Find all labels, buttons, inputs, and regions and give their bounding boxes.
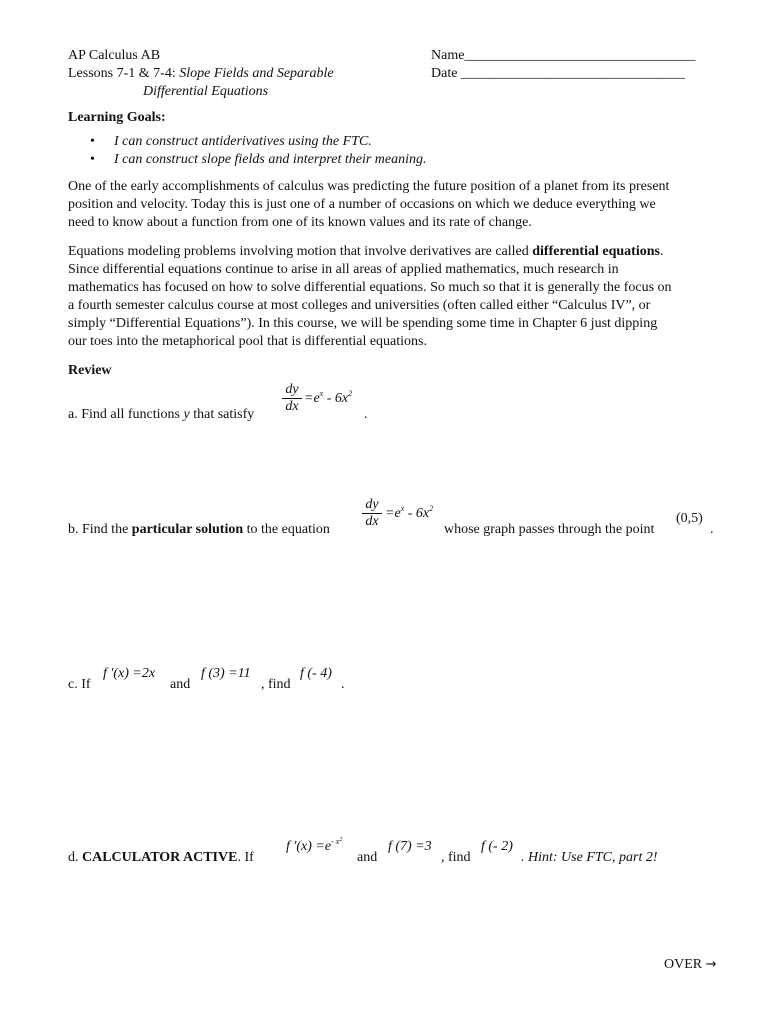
point-coordinates: (0,5) [676, 511, 703, 526]
date-field[interactable]: Date ________________________________ [431, 66, 685, 81]
name-field[interactable]: Name_________________________________ [431, 48, 696, 63]
intro-line: Since differential equations continue to arise in all areas of applied mathematics, much research in [68, 262, 619, 277]
differential-equations-term: differential equations [532, 244, 660, 259]
problem-a-text [68, 406, 254, 424]
lessons-prefix: Lessons 7-1 & 7-4: [68, 66, 180, 81]
calculator-active-term: CALCULATOR ACTIVE [82, 850, 238, 865]
fraction-denominator: dx [365, 514, 379, 529]
lesson-title-line2: Differential Equations [143, 84, 269, 99]
bullet-icon: • [90, 152, 95, 167]
problem-d-and: and [357, 850, 378, 865]
problem-d-value: f (7) =3 [388, 839, 432, 854]
goal-text: I can construct antiderivatives using the FTC. [114, 134, 372, 149]
course-title: AP Calculus AB [68, 48, 161, 63]
period: . [364, 407, 368, 422]
intro-line: simply “Differential Equations”). In this course, we will be spending some time in Chapter 6 just dipping [68, 316, 658, 331]
intro-line [68, 243, 663, 261]
problem-d-derivative: f '$(x) =e^{- x^2}$ [286, 837, 343, 854]
problem-text: that satisfy [189, 407, 255, 422]
over-text: OVER [664, 957, 706, 972]
problem-label: a. Find all functions [68, 407, 184, 422]
problem-c-label: c. If [68, 677, 91, 692]
intro-line: One of the early accomplishments of calculus was predicting the future position of a planet from its present [68, 179, 670, 194]
dy-dx-fraction [362, 497, 382, 530]
over-label [664, 956, 717, 974]
intro-line: our toes into the metaphorical pool that is differential equations. [68, 334, 427, 349]
problem-b-text [68, 521, 330, 539]
fraction-numerator: dy [282, 382, 302, 399]
intro-line: mathematics has focused on how to solve differential equations. So much so that it is generally the focus on [68, 280, 672, 295]
intro-line: a fourth semester calculus course at most colleges and universities (often called either “Calculus IV”, or [68, 298, 651, 313]
problem-b-text-cont: whose graph passes through the point [444, 522, 655, 537]
intro-text: Equations modeling problems involving motion that involve derivatives are called [68, 244, 533, 259]
intro-line: position and velocity. Today this is just one of a number of occasions on which we deduce everything we [68, 197, 656, 212]
problem-c-value: f (3) =11 [201, 666, 251, 681]
intro-line: need to know about a function from one of its known values and its rate of change. [68, 215, 532, 230]
problem-d-target: f (- 2) [481, 839, 513, 854]
particular-solution-term: particular solution [131, 522, 244, 537]
problem-d-text [68, 849, 254, 867]
problem-text: . If [237, 850, 254, 865]
problem-a-equation: $=e^x - 6x^2$ [304, 389, 353, 406]
lesson-title-line1 [68, 65, 334, 83]
arrow-right-icon: → [705, 957, 717, 972]
goal-text: I can construct slope fields and interpret their meaning. [114, 152, 427, 167]
lessons-title: Slope Fields and Separable [179, 66, 334, 81]
period: . [710, 522, 714, 537]
review-heading: Review [68, 363, 112, 378]
period: . [341, 677, 345, 692]
goal-item [90, 133, 372, 151]
goal-item [90, 151, 427, 169]
math-var: y [183, 407, 190, 422]
bullet-icon: • [90, 134, 95, 149]
fraction-denominator: dx [285, 399, 299, 414]
problem-text: to the equation [243, 522, 330, 537]
problem-d-hint: . Hint: Use FTC, part 2! [521, 850, 658, 865]
problem-c-target: f (- 4) [300, 666, 332, 681]
intro-text: . [659, 244, 664, 259]
problem-c-derivative: f '(x) =2x [103, 666, 156, 681]
learning-goals-heading: Learning Goals: [68, 110, 166, 125]
problem-label: d. [68, 850, 82, 865]
dy-dx-fraction [282, 382, 302, 415]
problem-c-and: and [170, 677, 191, 692]
problem-label: b. Find the [68, 522, 132, 537]
problem-d-find: , find [441, 850, 471, 865]
fraction-numerator: dy [362, 497, 382, 514]
problem-c-find: , find [261, 677, 291, 692]
problem-b-equation: $=e^x - 6x^2$ [385, 504, 434, 521]
